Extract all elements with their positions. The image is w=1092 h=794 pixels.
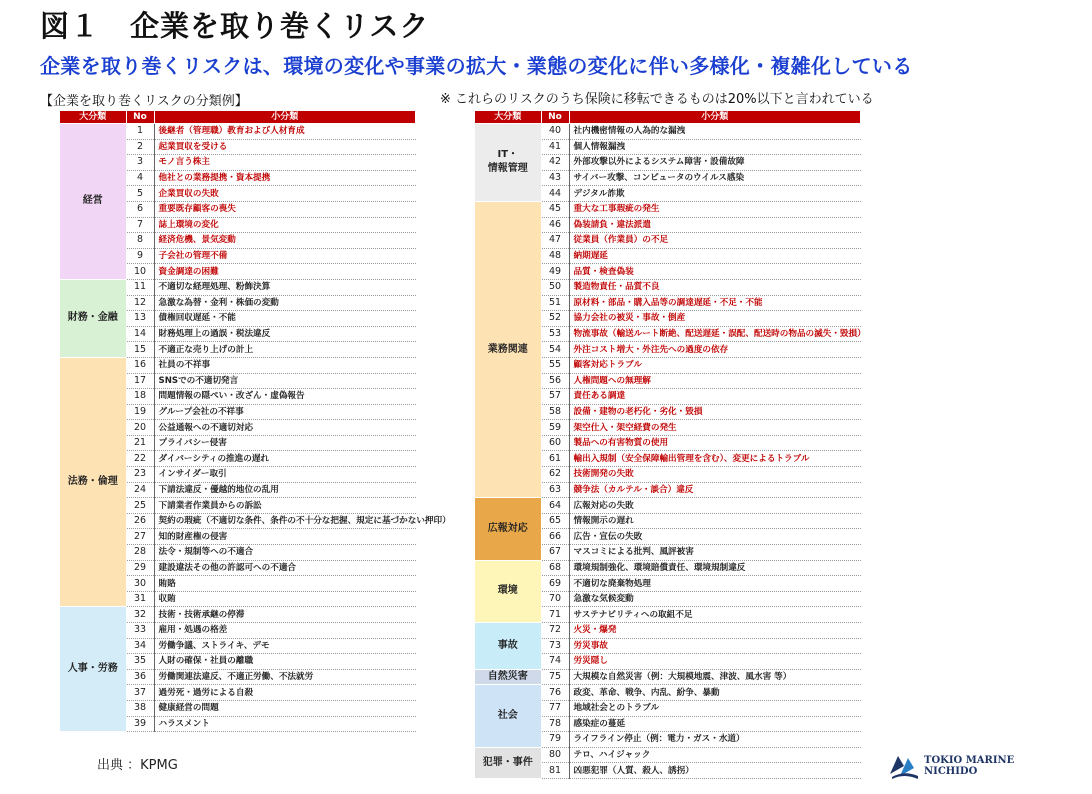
risk-number: 30 <box>126 576 154 592</box>
risk-item: 重要既存顧客の喪失 <box>154 201 416 217</box>
risk-number: 47 <box>541 233 569 249</box>
category-cell: 事故 <box>475 623 541 670</box>
table-row <box>475 201 861 217</box>
risk-item: 架空仕入・架空経費の発生 <box>569 420 861 436</box>
risk-number: 25 <box>126 498 154 514</box>
risk-item: 不適正な売り上げの計上 <box>154 342 416 358</box>
header-no: No <box>126 111 154 124</box>
risk-item: 財務処理上の過誤・税法違反 <box>154 326 416 342</box>
risk-number: 37 <box>126 685 154 701</box>
risk-item: 個人情報漏洩 <box>569 139 861 155</box>
insurance-note: ※ これらのリスクのうち保険に移転できるものは20%以下と言われている <box>440 92 874 107</box>
risk-item: 急激な為替・金利・株価の変動 <box>154 295 416 311</box>
category-cell: 広報対応 <box>475 498 541 560</box>
risk-item: 輸出入規制（安全保障輸出管理を含む）、変更によるトラブル <box>569 451 861 467</box>
risk-number: 19 <box>126 404 154 420</box>
risk-number: 33 <box>126 623 154 639</box>
risk-item: 情報開示の遅れ <box>569 513 861 529</box>
risk-number: 12 <box>126 295 154 311</box>
risk-number: 35 <box>126 654 154 670</box>
risk-item: 人権問題への無理解 <box>569 373 861 389</box>
risk-number: 18 <box>126 389 154 405</box>
risk-item: 誌上環境の変化 <box>154 217 416 233</box>
risk-item: 地域社会とのトラブル <box>569 700 861 716</box>
risk-item: 協力会社の被災・事故・倒産 <box>569 311 861 327</box>
table-header-row <box>475 111 861 124</box>
risk-item: 賄賂 <box>154 576 416 592</box>
category-cell: 自然災害 <box>475 669 541 685</box>
right-table-body <box>475 124 866 779</box>
risk-item: テロ、ハイジャック <box>569 747 861 763</box>
risk-item: 不適切な廃棄物処理 <box>569 576 861 592</box>
risk-number: 40 <box>541 124 569 140</box>
risk-item: 外部攻撃以外によるシステム障害・設備故障 <box>569 155 861 171</box>
risk-item: 大規模な自然災害（例：大規模地震、津波、風水害 等） <box>569 669 861 685</box>
table-header-row <box>60 111 416 124</box>
risk-number: 4 <box>126 170 154 186</box>
risk-item: 下請業者作業員からの訴訟 <box>154 498 416 514</box>
risk-item: 火災・爆発 <box>569 623 861 639</box>
risk-number: 28 <box>126 545 154 561</box>
table-row <box>475 747 861 763</box>
risk-item: サステナビリティへの取組不足 <box>569 607 861 623</box>
risk-item: サイバー攻撃、コンピュータのウイルス感染 <box>569 170 861 186</box>
risk-number: 27 <box>126 529 154 545</box>
category-cell: 経営 <box>60 124 126 280</box>
risk-number: 64 <box>541 498 569 514</box>
risk-item: マスコミによる批判、風評被害 <box>569 545 861 561</box>
table-row <box>475 498 861 514</box>
risk-number: 63 <box>541 482 569 498</box>
risk-item: 企業買収の失敗 <box>154 186 416 202</box>
risk-number: 42 <box>541 155 569 171</box>
risk-table-left <box>60 111 451 732</box>
table-row <box>60 279 416 295</box>
left-table-body <box>60 124 451 732</box>
risk-item: 競争法（カルテル・談合）違反 <box>569 482 861 498</box>
risk-number: 39 <box>126 716 154 732</box>
risk-number: 50 <box>541 279 569 295</box>
header-no: No <box>541 111 569 124</box>
risk-number: 68 <box>541 560 569 576</box>
risk-item: 資金調達の困難 <box>154 264 416 280</box>
risk-item: 過労死・過労による自殺 <box>154 685 416 701</box>
risk-number: 8 <box>126 233 154 249</box>
header-minor: 小分類 <box>154 111 416 124</box>
risk-number: 17 <box>126 373 154 389</box>
risk-item: ライフライン停止（例：電力・ガス・水道） <box>569 732 861 748</box>
risk-item: 広報対応の失敗 <box>569 498 861 514</box>
risk-item: 労災隠し <box>569 654 861 670</box>
risk-number: 26 <box>126 513 154 529</box>
table-row <box>475 623 861 639</box>
header-major: 大分類 <box>475 111 541 124</box>
risk-number: 20 <box>126 420 154 436</box>
risk-number: 73 <box>541 638 569 654</box>
logo-line-2: NICHIDO <box>924 766 978 777</box>
risk-item: 環境規制強化、環境賠償責任、環境規制違反 <box>569 560 861 576</box>
risk-number: 43 <box>541 170 569 186</box>
risk-number: 53 <box>541 326 569 342</box>
risk-item: 原材料・部品・購入品等の調達遅延・不足・不能 <box>569 295 861 311</box>
table-row <box>60 607 416 623</box>
risk-item: 知的財産権の侵害 <box>154 529 416 545</box>
risk-item: 起業買収を受ける <box>154 139 416 155</box>
risk-number: 9 <box>126 248 154 264</box>
risk-item: 急激な気候変動 <box>569 591 861 607</box>
risk-number: 24 <box>126 482 154 498</box>
risk-number: 70 <box>541 591 569 607</box>
risk-item: 顧客対応トラブル <box>569 357 861 373</box>
table-row <box>475 560 861 576</box>
risk-item: 外注コスト増大・外注先への過度の依存 <box>569 342 861 358</box>
risk-item: 経済危機、景気変動 <box>154 233 416 249</box>
risk-number: 71 <box>541 607 569 623</box>
risk-number: 5 <box>126 186 154 202</box>
risk-number: 49 <box>541 264 569 280</box>
risk-item: 責任ある調達 <box>569 389 861 405</box>
risk-item: ハラスメント <box>154 716 416 732</box>
risk-number: 61 <box>541 451 569 467</box>
header-major: 大分類 <box>60 111 126 124</box>
page-title: 図１ 企業を取り巻くリスク <box>40 9 430 43</box>
risk-item: 凶悪犯罪（人質、殺人、誘拐） <box>569 763 861 779</box>
risk-number: 80 <box>541 747 569 763</box>
risk-item: 従業員（作業員）の不足 <box>569 233 861 249</box>
category-cell: 犯罪・事件 <box>475 747 541 778</box>
risk-number: 57 <box>541 389 569 405</box>
risk-number: 34 <box>126 638 154 654</box>
risk-item: 重大な工事瑕疵の発生 <box>569 201 861 217</box>
risk-item: 納期遅延 <box>569 248 861 264</box>
table-row <box>475 669 861 685</box>
risk-item: 設備・建物の老朽化・劣化・毀損 <box>569 404 861 420</box>
risk-number: 31 <box>126 591 154 607</box>
source-credit: 出典 ：KPMG <box>97 758 178 773</box>
risk-item: プライバシー侵害 <box>154 435 416 451</box>
logo-line-1: TOKIO MARINE <box>924 755 1015 766</box>
risk-number: 16 <box>126 357 154 373</box>
category-cell: 財務・金融 <box>60 279 126 357</box>
risk-item: 人財の確保・社員の離職 <box>154 654 416 670</box>
risk-item: 労働関連法違反、不適正労働、不法就労 <box>154 669 416 685</box>
table-row <box>475 685 861 701</box>
risk-item: 子会社の管理不備 <box>154 248 416 264</box>
risk-item: 偽装請負・違法派遣 <box>569 217 861 233</box>
risk-number: 14 <box>126 326 154 342</box>
risk-item: 製造物責任・品質不良 <box>569 279 861 295</box>
risk-number: 13 <box>126 311 154 327</box>
risk-number: 36 <box>126 669 154 685</box>
risk-number: 62 <box>541 467 569 483</box>
risk-item: 健康経営の問題 <box>154 700 416 716</box>
page-subtitle: 企業を取り巻くリスクは、環境の変化や事業の拡大・業態の変化に伴い多様化・複雑化している <box>40 54 913 78</box>
risk-number: 3 <box>126 155 154 171</box>
risk-item: SNSでの不適切発言 <box>154 373 416 389</box>
risk-number: 21 <box>126 435 154 451</box>
risk-number: 41 <box>541 139 569 155</box>
company-logo <box>888 752 1014 780</box>
risk-item: 品質・検査偽装 <box>569 264 861 280</box>
risk-item: 公益通報への不適切対応 <box>154 420 416 436</box>
risk-item: 技術・技術承継の停滞 <box>154 607 416 623</box>
risk-number: 78 <box>541 716 569 732</box>
risk-item: 債権回収遅延・不能 <box>154 311 416 327</box>
risk-item: 建設違法その他の許認可への不適合 <box>154 560 416 576</box>
risk-item: 不適切な経理処理、粉飾決算 <box>154 279 416 295</box>
risk-number: 77 <box>541 700 569 716</box>
risk-number: 32 <box>126 607 154 623</box>
risk-number: 15 <box>126 342 154 358</box>
risk-number: 81 <box>541 763 569 779</box>
risk-number: 58 <box>541 404 569 420</box>
risk-item: 労働争議、ストライキ、デモ <box>154 638 416 654</box>
risk-number: 65 <box>541 513 569 529</box>
risk-item: インサイダー取引 <box>154 467 416 483</box>
risk-number: 51 <box>541 295 569 311</box>
risk-item: 雇用・処遇の格差 <box>154 623 416 639</box>
risk-item: 感染症の蔓延 <box>569 716 861 732</box>
risk-item: デジタル詐欺 <box>569 186 861 202</box>
category-cell: 法務・倫理 <box>60 357 126 607</box>
risk-number: 75 <box>541 669 569 685</box>
risk-number: 10 <box>126 264 154 280</box>
risk-item: 問題情報の隠ぺい・改ざん・虚偽報告 <box>154 389 416 405</box>
risk-number: 69 <box>541 576 569 592</box>
risk-number: 23 <box>126 467 154 483</box>
risk-number: 59 <box>541 420 569 436</box>
table-row <box>60 357 416 373</box>
risk-item: 他社との業務提携・資本提携 <box>154 170 416 186</box>
risk-number: 38 <box>126 700 154 716</box>
risk-number: 66 <box>541 529 569 545</box>
risk-number: 29 <box>126 560 154 576</box>
risk-number: 54 <box>541 342 569 358</box>
category-cell: 環境 <box>475 560 541 622</box>
risk-number: 44 <box>541 186 569 202</box>
table-row <box>60 124 416 140</box>
risk-number: 48 <box>541 248 569 264</box>
risk-number: 6 <box>126 201 154 217</box>
risk-number: 60 <box>541 435 569 451</box>
category-cell: IT・ 情報管理 <box>475 124 541 202</box>
risk-number: 46 <box>541 217 569 233</box>
table-caption: 【企業を取り巻くリスクの分類例】 <box>40 94 248 109</box>
risk-number: 7 <box>126 217 154 233</box>
risk-number: 52 <box>541 311 569 327</box>
risk-item: グループ会社の不祥事 <box>154 404 416 420</box>
tokio-marine-logo-icon <box>888 752 920 780</box>
risk-item: 社内機密情報の人為的な漏洩 <box>569 124 861 140</box>
risk-number: 1 <box>126 124 154 140</box>
risk-number: 2 <box>126 139 154 155</box>
risk-number: 72 <box>541 623 569 639</box>
risk-item: 下請法違反・優越的地位の乱用 <box>154 482 416 498</box>
table-row <box>475 124 861 140</box>
risk-item: 製品への有害物質の使用 <box>569 435 861 451</box>
risk-item: ダイバーシティの推進の遅れ <box>154 451 416 467</box>
category-cell: 業務関連 <box>475 201 541 497</box>
risk-item: モノ言う株主 <box>154 155 416 171</box>
risk-number: 22 <box>126 451 154 467</box>
risk-item: 労災事故 <box>569 638 861 654</box>
risk-number: 56 <box>541 373 569 389</box>
risk-number: 76 <box>541 685 569 701</box>
risk-item: 政変、革命、戦争、内乱、紛争、暴動 <box>569 685 861 701</box>
risk-item: 収賄 <box>154 591 416 607</box>
risk-item: 法令・規制等への不適合 <box>154 545 416 561</box>
risk-item: 技術開発の失敗 <box>569 467 861 483</box>
risk-number: 74 <box>541 654 569 670</box>
risk-number: 11 <box>126 279 154 295</box>
risk-item: 広告・宣伝の失敗 <box>569 529 861 545</box>
risk-number: 55 <box>541 357 569 373</box>
risk-number: 45 <box>541 201 569 217</box>
category-cell: 社会 <box>475 685 541 747</box>
risk-item: 契約の瑕疵（不適切な条件、条件の不十分な把握、規定に基づかない押印） <box>154 513 416 529</box>
risk-table-right <box>475 111 866 779</box>
risk-number: 67 <box>541 545 569 561</box>
risk-item: 後継者（管理職）教育および人材育成 <box>154 124 416 140</box>
header-minor: 小分類 <box>569 111 861 124</box>
risk-number: 79 <box>541 732 569 748</box>
risk-item: 社員の不祥事 <box>154 357 416 373</box>
risk-item: 物流事故（輸送ルート断絶、配送遅延・誤配、配送時の物品の滅失・毀損） <box>569 326 861 342</box>
category-cell: 人事・労務 <box>60 607 126 732</box>
